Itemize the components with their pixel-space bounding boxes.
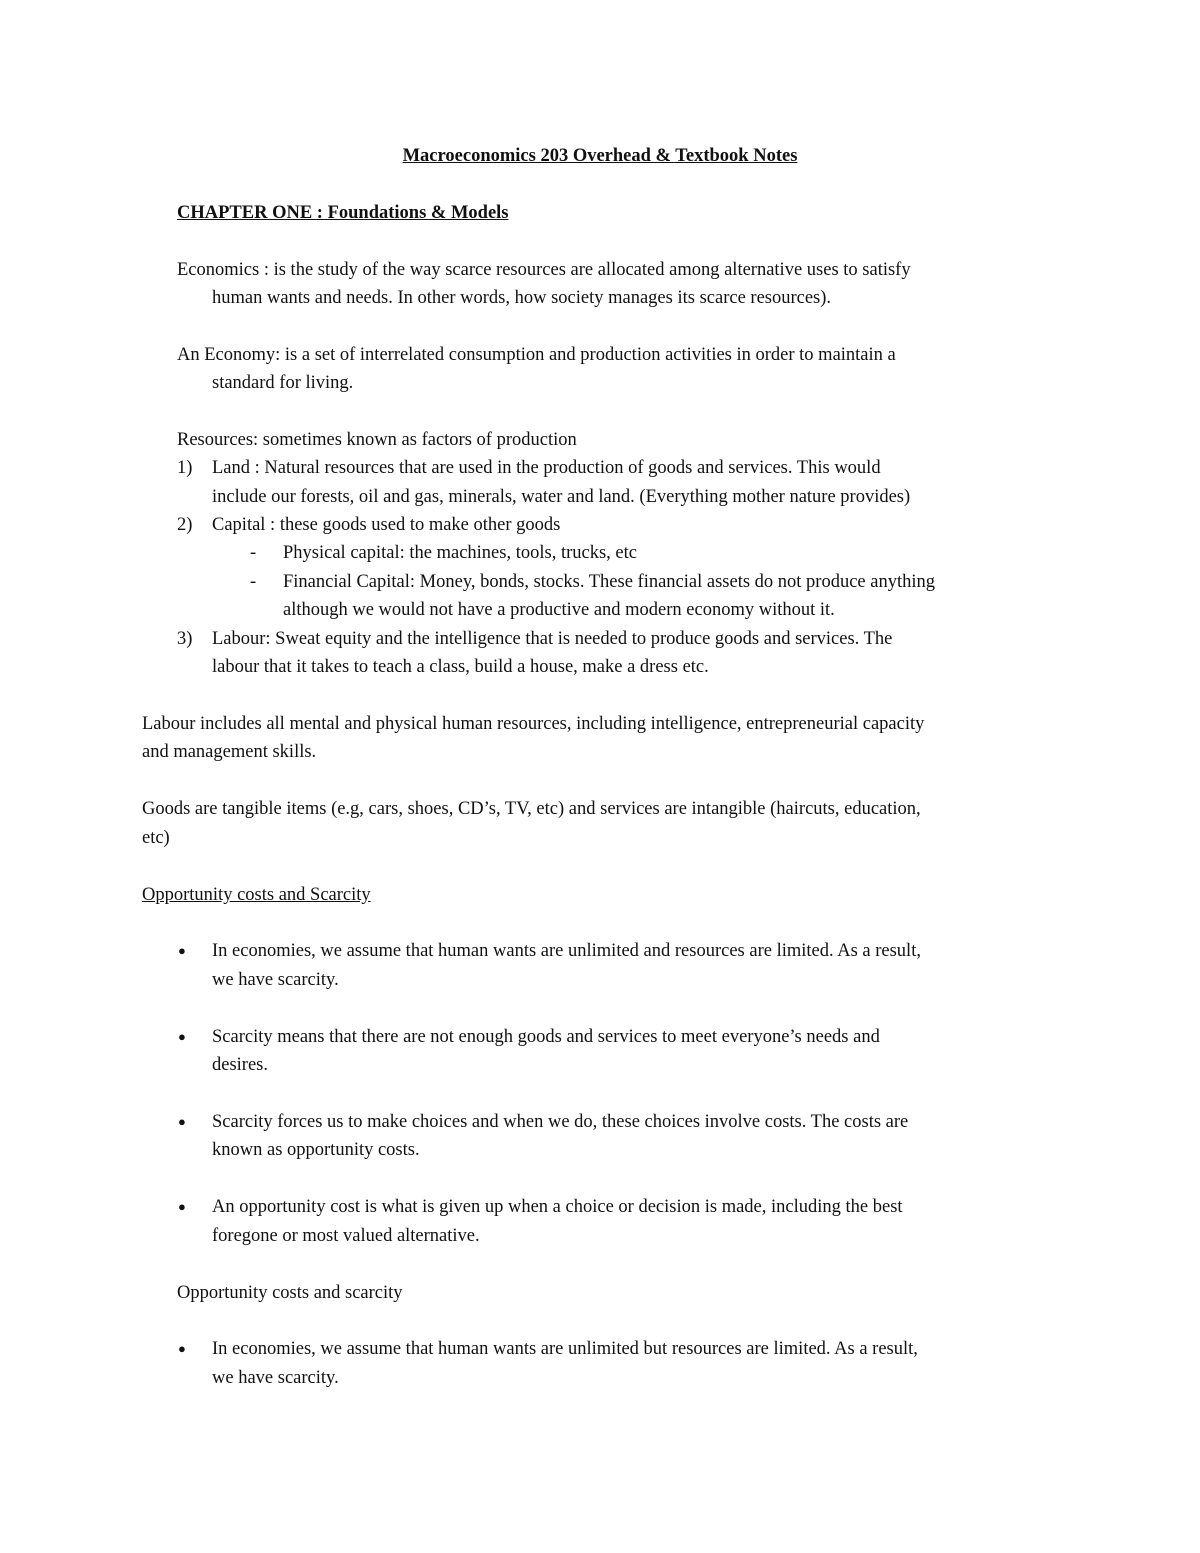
physical-capital-line1: Physical capital: the machines, tools, trucks, etc xyxy=(283,543,637,563)
resource-land-line1: Land : Natural resources that are used in the production of goods and services. This would xyxy=(212,458,881,478)
bullet-icon: ● xyxy=(178,1114,186,1129)
bullet-5-line2: we have scarcity. xyxy=(212,1368,339,1388)
list-marker: 2) xyxy=(177,515,193,535)
economy-definition-line1: An Economy: is a set of interrelated consumption and production activities in order to maintain a xyxy=(177,345,896,365)
bullet-5-line1: In economies, we assume that human wants are unlimited but resources are limited. As a result, xyxy=(212,1339,918,1359)
bullet-2-line1: Scarcity means that there are not enough goods and services to meet everyone’s needs and xyxy=(212,1027,880,1047)
bullet-1-line1: In economies, we assume that human wants are unlimited and resources are limited. As a result, xyxy=(212,941,921,961)
bullet-icon: ● xyxy=(178,1199,186,1214)
economy-definition-line2: standard for living. xyxy=(212,373,354,393)
section-heading-opportunity-costs-2: Opportunity costs and scarcity xyxy=(177,1283,403,1303)
list-marker: 3) xyxy=(177,629,193,649)
section-heading-opportunity-costs: Opportunity costs and Scarcity xyxy=(142,885,371,905)
bullet-3-line2: known as opportunity costs. xyxy=(212,1140,420,1160)
bullet-icon: ● xyxy=(178,1029,186,1044)
resource-land-line2: include our forests, oil and gas, minerals, water and land. (Everything mother nature provides) xyxy=(212,487,911,507)
resource-labour-line2: labour that it takes to teach a class, build a house, make a dress etc. xyxy=(212,657,709,677)
list-marker: 1) xyxy=(177,458,193,478)
sublist-marker: - xyxy=(250,543,257,563)
chapter-heading: CHAPTER ONE : Foundations & Models xyxy=(177,203,509,223)
financial-capital-line1: Financial Capital: Money, bonds, stocks. These financial assets do not produce anything xyxy=(283,572,935,592)
goods-paragraph-line2: etc) xyxy=(142,828,170,848)
bullet-3-line1: Scarcity forces us to make choices and when we do, these choices involve costs. The costs are xyxy=(212,1112,909,1132)
resources-intro: Resources: sometimes known as factors of production xyxy=(177,430,577,450)
resource-capital-line1: Capital : these goods used to make other goods xyxy=(212,515,561,535)
bullet-icon: ● xyxy=(178,1341,186,1356)
document-title: Macroeconomics 203 Overhead & Textbook Notes xyxy=(402,146,798,166)
bullet-2-line2: desires. xyxy=(212,1055,268,1075)
economics-definition-line1: Economics : is the study of the way scarce resources are allocated among alternative uses to satisfy xyxy=(177,260,911,280)
bullet-1-line2: we have scarcity. xyxy=(212,970,339,990)
economics-definition-line2: human wants and needs. In other words, how society manages its scarce resources). xyxy=(212,288,832,308)
labour-paragraph-line1: Labour includes all mental and physical human resources, including intelligence, entrepreneurial capacity xyxy=(142,714,925,734)
sublist-marker: - xyxy=(250,572,257,592)
resource-labour-line1: Labour: Sweat equity and the intelligence that is needed to produce goods and services. The xyxy=(212,629,893,649)
bullet-icon: ● xyxy=(178,943,186,958)
bullet-4-line2: foregone or most valued alternative. xyxy=(212,1226,480,1246)
goods-paragraph-line1: Goods are tangible items (e.g, cars, shoes, CD’s, TV, etc) and services are intangible (haircuts, education, xyxy=(142,799,921,819)
labour-paragraph-line2: and management skills. xyxy=(142,742,317,762)
financial-capital-line2: although we would not have a productive and modern economy without it. xyxy=(283,600,835,620)
bullet-4-line1: An opportunity cost is what is given up when a choice or decision is made, including the best xyxy=(212,1197,903,1217)
